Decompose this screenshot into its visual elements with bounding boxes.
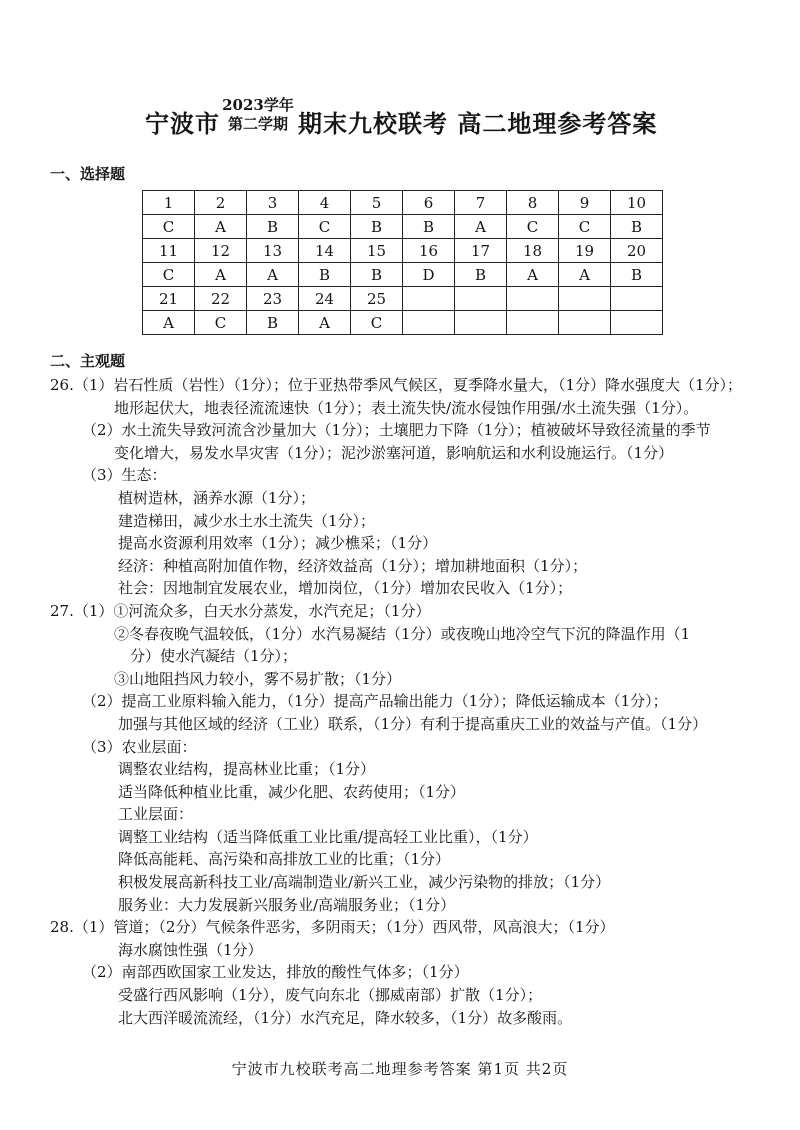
answer-table: [142, 190, 663, 335]
answer-line: 受盛行西风影响（1分），废气向东北（挪威南部）扩散（1分）；: [118, 986, 543, 1005]
answer-cell: A: [195, 215, 247, 239]
answer-cell: B: [351, 263, 403, 287]
answer-cell: C: [299, 215, 351, 239]
answer-line: 26.（1）岩石性质（岩性）（1分）；位于亚热带季风气候区，夏季降水量大，（1分）降水强度大（1分）；: [50, 376, 743, 394]
answer-cell: C: [351, 311, 403, 335]
question-number-cell: 23: [247, 287, 299, 311]
answer-cell: C: [195, 311, 247, 335]
question-number-row: [143, 191, 663, 215]
answer-line: 植树造林，涵养水源（1分）；: [118, 488, 316, 507]
answer-cell: B: [611, 263, 663, 287]
answer-cell: B: [247, 215, 299, 239]
answer-cell: A: [559, 263, 611, 287]
answer-line: （3）农业层面：: [82, 737, 197, 756]
question-number-cell: 22: [195, 287, 247, 311]
answer-line: （2）水土流失导致河流含沙量加大（1分）；土壤肥力下降（1分）；植被破坏导致径流量的季节: [82, 421, 711, 440]
answer-cell: A: [455, 215, 507, 239]
subjective-answers: [0, 374, 800, 1029]
answer-cell: A: [507, 263, 559, 287]
question-number-row: [143, 239, 663, 263]
question-number-cell: 4: [299, 191, 351, 215]
answer-cell: A: [143, 311, 195, 335]
answer-line: 变化增大，易发水旱灾害（1分）；泥沙淤塞河道，影响航运和水利设施运行。（1分）: [114, 443, 674, 462]
answer-row: [143, 263, 663, 287]
answer-cell: D: [403, 263, 455, 287]
question-number-cell: 13: [247, 239, 299, 263]
question-number-row: [143, 287, 663, 311]
question-number-cell: [507, 287, 559, 311]
page-footer: 宁波市九校联考高二地理参考答案 第1页 共2页: [231, 1060, 569, 1078]
answer-cell: C: [143, 263, 195, 287]
question-number-cell: 5: [351, 191, 403, 215]
question-number-cell: 2: [195, 191, 247, 215]
title-exam: 期末九校联考 高二地理参考答案: [298, 109, 658, 138]
question-number-cell: 14: [299, 239, 351, 263]
title-term-stack: [218, 96, 298, 134]
answer-cell: A: [299, 311, 351, 335]
answer-line: 降低高能耗、高污染和高排放工业的比重；（1分）: [118, 850, 451, 869]
answer-cell: C: [143, 215, 195, 239]
answer-line: 地形起伏大，地表径流流速快（1分）；表土流失快/流水侵蚀作用强/水土流失强（1分）。: [114, 398, 699, 417]
question-number-cell: 7: [455, 191, 507, 215]
question-number-cell: 8: [507, 191, 559, 215]
question-number-cell: 1: [143, 191, 195, 215]
title-year: 2023学年: [222, 96, 294, 114]
answer-cell: B: [351, 215, 403, 239]
answer-cell: [403, 311, 455, 335]
answer-line: 调整工业结构（适当降低重工业比重/提高轻工业比重），（1分）: [118, 827, 538, 846]
answer-line: ③山地阻挡风力较小，雾不易扩散；（1分）: [114, 669, 402, 688]
answer-cell: B: [611, 215, 663, 239]
answer-line: ②冬春夜晚气温较低，（1分）水汽易凝结（1分）或夜晚山地冷空气下沉的降温作用（1: [114, 624, 691, 643]
question-number-cell: [559, 287, 611, 311]
title-term: 第二学期: [227, 115, 288, 133]
answer-cell: [611, 311, 663, 335]
question-number-cell: 24: [299, 287, 351, 311]
answer-line: 分）使水汽凝结（1分）；: [130, 647, 298, 666]
answer-cell: A: [195, 263, 247, 287]
answer-line: 28.（1）管道；（2分）气候条件恶劣，多阴雨天；（1分）西风带，风高浪大；（1分）: [50, 918, 615, 937]
answer-line: 北大西洋暖流流经，（1分）水汽充足，降水较多，（1分）故多酸雨。: [118, 1008, 573, 1027]
answer-line: 27.（1）①河流众多，白天水分蒸发，水汽充足；（1分）: [50, 601, 431, 620]
question-number-cell: 16: [403, 239, 455, 263]
answer-line: 提高水资源利用效率（1分）；减少樵采；（1分）: [118, 534, 438, 553]
question-number-cell: 19: [559, 239, 611, 263]
question-number-cell: 9: [559, 191, 611, 215]
question-number-cell: 3: [247, 191, 299, 215]
answer-cell: A: [247, 263, 299, 287]
answer-line: （2）提高工业原料输入能力，（1分）提高产品输出能力（1分）；降低运输成本（1分）；: [82, 692, 668, 711]
question-number-cell: 10: [611, 191, 663, 215]
question-number-cell: 20: [611, 239, 663, 263]
answer-cell: B: [455, 263, 507, 287]
answer-line: 工业层面：: [118, 805, 194, 824]
question-number-cell: 11: [143, 239, 195, 263]
answer-cell: B: [247, 311, 299, 335]
question-number-cell: 17: [455, 239, 507, 263]
answer-line: 建造梯田，减少水土水土流失（1分）；: [118, 511, 376, 530]
answer-line: 调整农业结构，提高林业比重；（1分）: [118, 760, 376, 779]
answer-line: 适当降低种植业比重，减少化肥、农药使用；（1分）: [118, 782, 466, 801]
answer-cell: C: [559, 215, 611, 239]
answer-line: 服务业：大力发展新兴服务业/高端服务业；（1分）: [118, 895, 456, 914]
title-city: 宁波市: [145, 109, 220, 138]
answer-cell: [559, 311, 611, 335]
question-number-cell: [403, 287, 455, 311]
question-number-cell: [455, 287, 507, 311]
question-number-cell: 21: [143, 287, 195, 311]
answer-line: 经济：种植高附加值作物，经济效益高（1分）；增加耕地面积（1分）；: [118, 556, 588, 575]
question-number-cell: 18: [507, 239, 559, 263]
section-heading-choice: 一、选择题: [50, 165, 126, 183]
answer-line: （2）南部西欧国家工业发达，排放的酸性气体多；（1分）: [82, 963, 469, 982]
answer-line: 积极发展高新科技工业/高端制造业/新兴工业，减少污染物的排放；（1分）: [118, 873, 611, 892]
question-number-cell: 15: [351, 239, 403, 263]
question-number-cell: [611, 287, 663, 311]
answer-line: 海水腐蚀性强（1分）: [118, 940, 263, 959]
answer-row: [143, 311, 663, 335]
answer-cell: [455, 311, 507, 335]
answer-row: [143, 215, 663, 239]
answer-line: 社会：因地制宜发展农业，增加岗位，（1分）增加农民收入（1分）；: [118, 579, 573, 598]
question-number-cell: 6: [403, 191, 455, 215]
answer-line: （3）生态：: [82, 466, 167, 485]
question-number-cell: 25: [351, 287, 403, 311]
answer-cell: B: [403, 215, 455, 239]
answer-line: 加强与其他区域的经济（工业）联系，（1分）有利于提高重庆工业的效益与产值。（1分）: [118, 714, 708, 733]
answer-cell: [507, 311, 559, 335]
section-heading-subjective: 二、主观题: [50, 352, 126, 370]
answer-cell: C: [507, 215, 559, 239]
question-number-cell: 12: [195, 239, 247, 263]
document-title: [0, 92, 800, 154]
answer-cell: B: [299, 263, 351, 287]
